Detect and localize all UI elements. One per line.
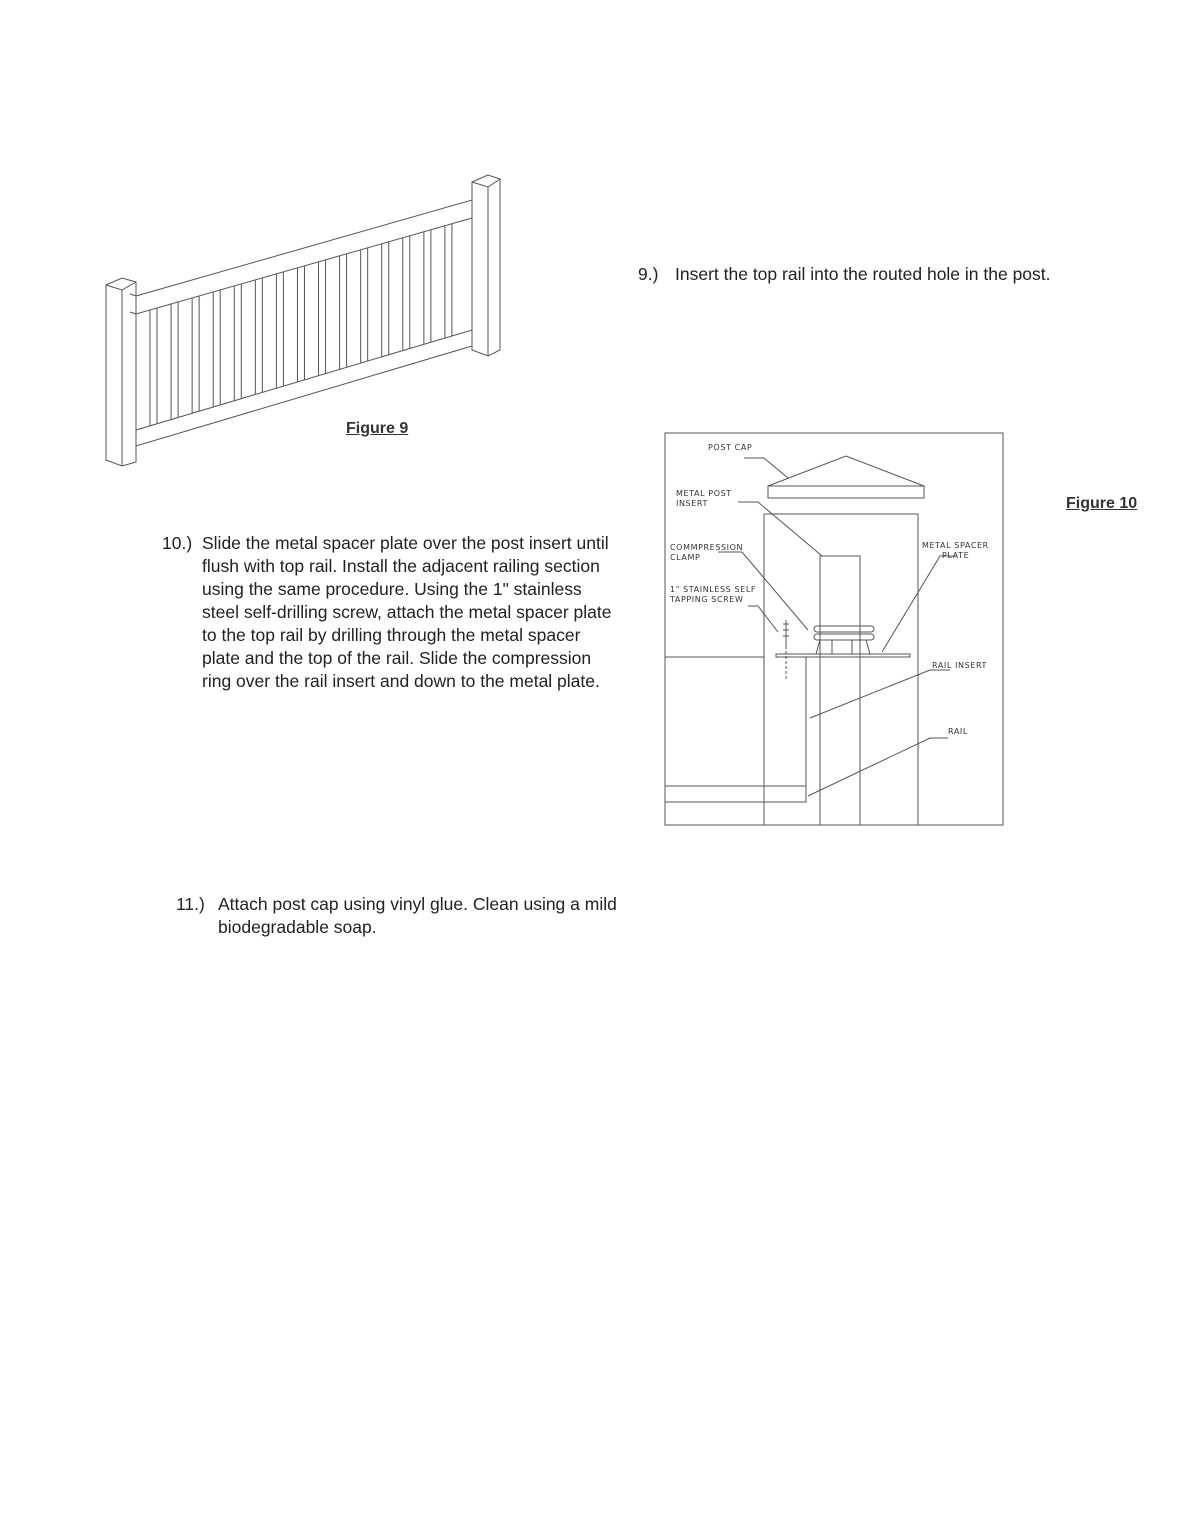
baluster <box>382 242 389 357</box>
step-11-number: 11.) <box>176 894 205 914</box>
step-9-number: 9.) <box>638 264 659 284</box>
baluster <box>297 266 304 382</box>
figure-9-railing-drawing <box>100 170 510 470</box>
baluster <box>192 296 199 413</box>
baluster <box>213 290 220 407</box>
metal-spacer-plate-shape <box>776 654 910 657</box>
label-metal-post-insert-2: INSERT <box>676 499 708 508</box>
step-10-text: Slide the metal spacer plate over the post insert until flush with top rail. Install the adjacent railing section using the same procedure. Using the 1" stainless steel self-drilling screw, attach the metal spacer plate to the top rail by drilling through the metal spacer plate and the top of the rail. Slide the compression ring over the rail insert and down to the metal plate. <box>202 533 612 691</box>
left-post <box>106 278 136 466</box>
baluster <box>361 248 368 363</box>
right-post <box>472 175 500 356</box>
label-metal-spacer-plate-2: PLATE <box>942 551 970 560</box>
baluster <box>445 224 452 338</box>
screw-shape <box>783 620 789 646</box>
step-11-text: Attach post cap using vinyl glue. Clean using a mild biodegradable soap. <box>218 894 617 937</box>
baluster <box>424 230 431 345</box>
label-metal-post-insert: METAL POST <box>676 489 732 498</box>
baluster <box>340 254 347 370</box>
label-compression-clamp: COMMPRESSION <box>670 543 744 552</box>
baluster <box>171 302 178 420</box>
baluster <box>255 278 262 395</box>
label-metal-spacer-plate: METAL SPACER <box>922 541 989 550</box>
metal-post-insert-shape <box>820 556 860 825</box>
step-9 <box>638 263 1058 313</box>
step-10-number: 10.) <box>162 533 193 553</box>
baluster <box>234 284 241 401</box>
label-screw: 1" STAINLESS SELF <box>670 585 757 594</box>
post-cap-shape <box>768 456 924 486</box>
label-compression-clamp-2: CLAMP <box>670 553 701 562</box>
compression-clamp-shape <box>814 626 874 632</box>
step-11 <box>176 893 636 943</box>
figure-9-caption: Figure 9 <box>346 420 409 437</box>
label-rail-insert: RAIL INSERT <box>932 661 988 670</box>
figure-10-post-detail-drawing <box>660 430 1010 830</box>
step-10 <box>162 532 622 722</box>
baluster <box>403 236 410 351</box>
label-screw-2: TAPPING SCREW <box>670 595 744 604</box>
baluster <box>276 272 283 388</box>
baluster <box>319 260 326 376</box>
label-rail: RAIL <box>948 727 968 736</box>
baluster <box>150 308 157 426</box>
post-outline <box>764 514 918 825</box>
figure-10-caption: Figure 10 <box>1066 495 1138 512</box>
step-9-text: Insert the top rail into the routed hole in the post. <box>675 264 1051 284</box>
label-post-cap: POST CAP <box>708 443 753 452</box>
